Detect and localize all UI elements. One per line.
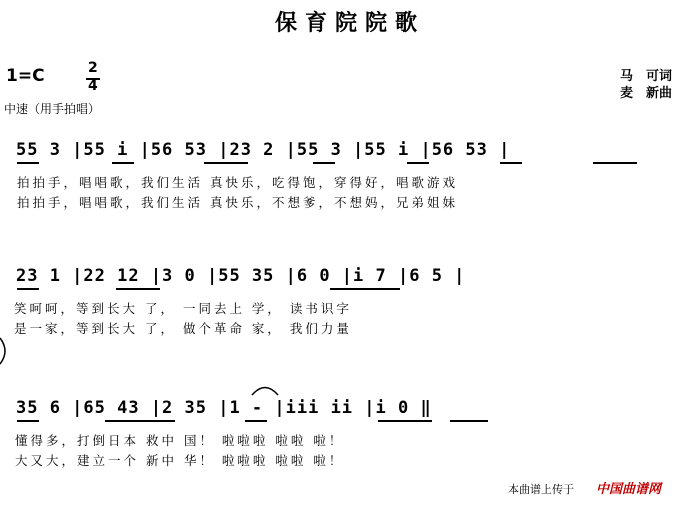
beam — [204, 162, 248, 164]
beam — [116, 288, 160, 290]
beam — [17, 162, 39, 164]
beam — [17, 420, 39, 422]
tie-arc — [250, 382, 280, 396]
beam — [407, 162, 429, 164]
system-brace — [0, 336, 12, 366]
lyrics-row-2-verse-1: 笑呵呵，等到长大 了， 一同去上 学， 读书识字 — [14, 301, 352, 316]
lyricist-credit: 马 可词 — [620, 69, 673, 84]
time-signature-numerator: 2 — [88, 60, 98, 76]
beam — [105, 420, 175, 422]
credits — [620, 68, 672, 102]
composer-credit: 麦 新曲 — [620, 86, 673, 101]
lyrics-row-1-verse-2: 拍拍手，唱唱歌，我们生活 真快乐，不想爹，不想妈，兄弟姐妹 — [17, 195, 458, 210]
time-signature-denominator: 4 — [88, 78, 98, 94]
source-text: 本曲谱上传于 — [508, 483, 574, 496]
song-title: 保育院院歌 — [274, 11, 425, 36]
lyrics-row-3-verse-2: 大又大，建立一个 新中 华！ 啦啦啦 啦啦 啦！ — [15, 453, 345, 468]
tempo-marking: 中速（用手拍唱） — [4, 102, 101, 116]
lyrics-row-2-verse-2: 是一家，等到长大 了， 做个革命 家， 我们力量 — [14, 321, 352, 336]
beam — [17, 288, 39, 290]
beam — [450, 420, 488, 422]
key-signature: 1=C — [6, 66, 45, 86]
notes-row-2: 23 1 |22 12 |3 0 |55 35 |6 0 |i 7 |6 5 | — [16, 266, 466, 286]
notes-row-1: 55 3 |55 i |56 53 |23 2 |55 3 |55 i |56 53 | — [16, 140, 511, 160]
beam — [593, 162, 637, 164]
beam — [112, 162, 134, 164]
beam — [500, 162, 522, 164]
beam — [313, 162, 335, 164]
beam — [378, 420, 432, 422]
beam — [330, 288, 400, 290]
site-logo[interactable]: 中国曲谱网 — [596, 482, 662, 497]
beam — [245, 420, 267, 422]
lyrics-row-1-verse-1: 拍拍手，唱唱歌，我们生活 真快乐，吃得饱，穿得好，唱歌游戏 — [17, 175, 458, 190]
lyrics-row-3-verse-1: 懂得多，打倒日本 救中 国！ 啦啦啦 啦啦 啦！ — [15, 433, 345, 448]
notes-row-3: 35 6 |65 43 |2 35 |1 - |iii ii |i 0 ‖ — [16, 398, 432, 418]
